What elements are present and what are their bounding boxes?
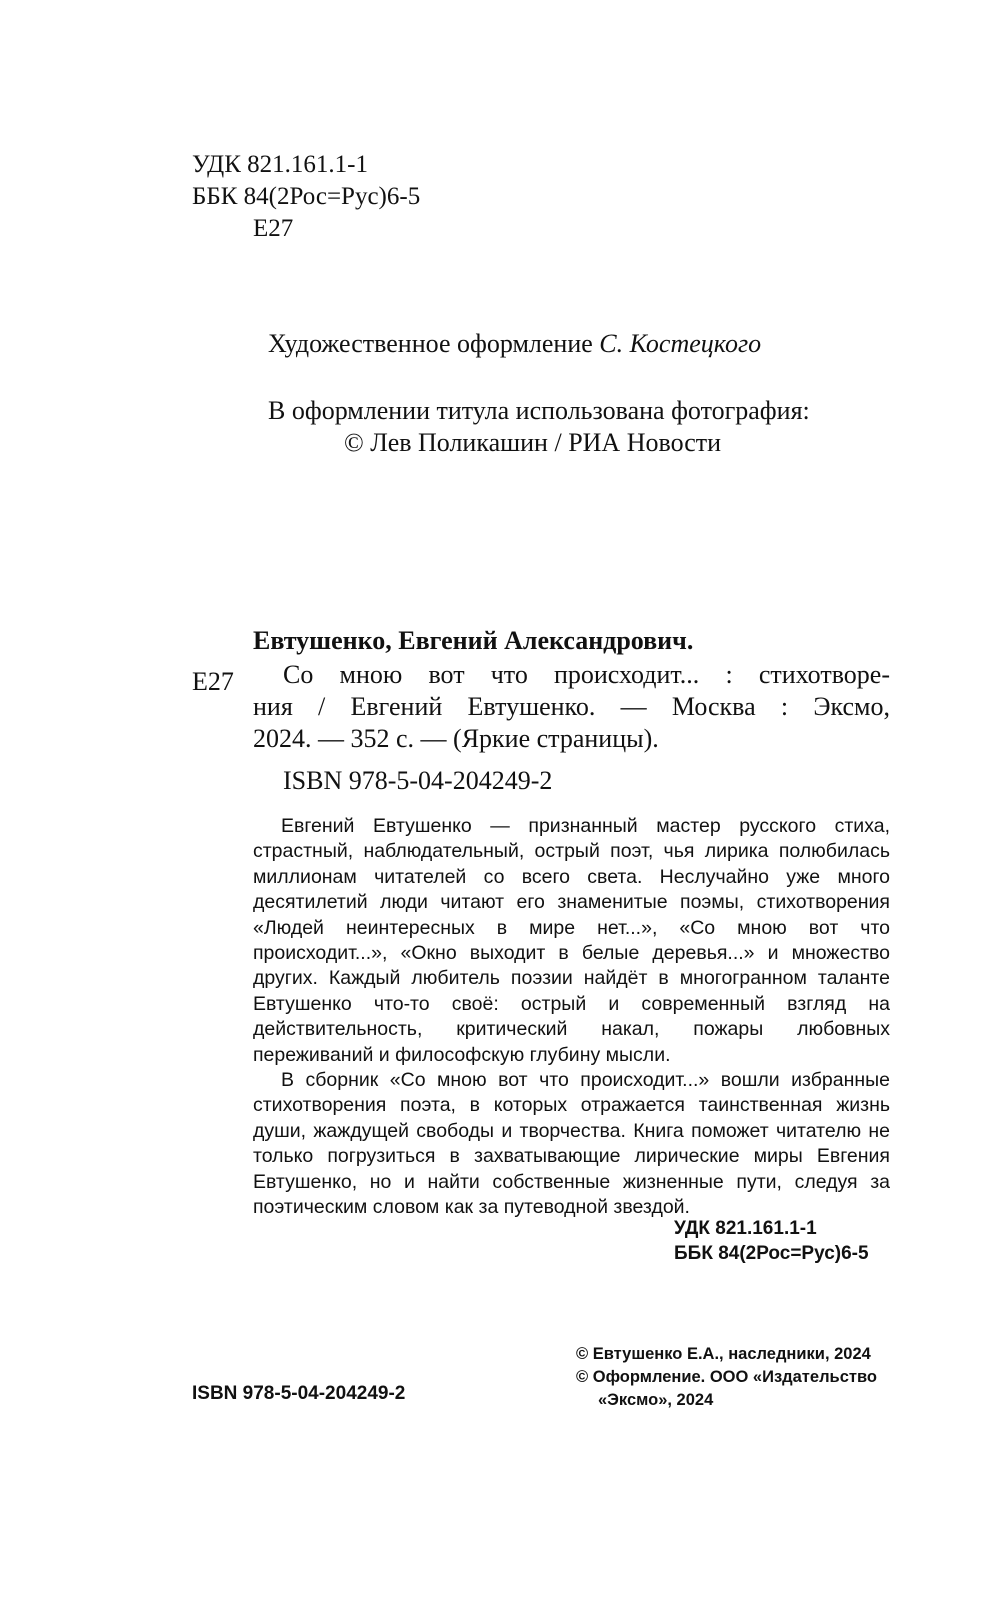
design-credit-author: С. Костецкого <box>599 329 762 358</box>
author-mark-top: Е27 <box>253 215 294 242</box>
photo-credit-line-2: © Лев Поликашин / РИА Новости <box>344 428 722 457</box>
bbk-code-bottom: ББК 84(2Рос=Рус)6-5 <box>674 1243 869 1264</box>
description-line-3: 2024. — 352 с. — (Яркие страницы). <box>253 724 659 753</box>
photo-credit-line-1: В оформлении титула использована фотография: <box>268 396 810 425</box>
annotation <box>253 814 890 1221</box>
isbn-footer: ISBN 978-5-04-204249-2 <box>192 1383 406 1404</box>
author-mark-entry: Е27 <box>192 667 234 696</box>
udk-code-top: УДК 821.161.1-1 <box>192 151 368 178</box>
bbk-code-top: ББК 84(2Рос=Рус)6-5 <box>192 183 421 210</box>
copyright-line-3: «Эксмо», 2024 <box>598 1391 714 1409</box>
description-line-1: Со мною вот что происходит... : стихотворе- <box>283 660 890 689</box>
design-credit-prefix: Художественное оформление <box>268 329 593 358</box>
author-heading: Евтушенко, Евгений Александрович. <box>253 626 694 655</box>
udk-code-bottom: УДК 821.161.1-1 <box>674 1218 817 1239</box>
design-credit <box>268 328 761 360</box>
isbn-entry: ISBN 978-5-04-204249-2 <box>283 766 553 795</box>
bibliographic-description <box>253 659 890 755</box>
copyright-line-2: © Оформление. ООО «Издательство <box>576 1368 877 1386</box>
description-line-2: ния / Евгений Евтушенко. — Москва : Эксмо, <box>253 692 890 721</box>
annotation-paragraph-1: Евгений Евтушенко — признанный мастер русского стиха, страстный, наблюдательный, острый поэт, чья лирика полюбилась миллионам читателей со всего света. Неслучайно уже много десятилетий люди читают его знаменитые поэмы, стихотворения «Людей неинтересных в мире нет...», «Со мною вот что происходит...», «Окно выходит в белые деревья...» и множество других. Каждый любитель поэзии найдёт в многогранном таланте Евтушенко что-то своё: острый и современный взгляд на действительность, критический накал, пожары любовных переживаний и философскую глубину мысли. <box>253 815 890 1066</box>
annotation-paragraph-2: В сборник «Со мною вот что происходит...» вошли избранные стихотворения поэта, в которых отражается таинственная жизнь души, жаждущей свободы и творчества. Книга поможет читателю не только погрузиться в захватывающие лирические миры Евгения Евтушенко, но и найти собственные жизненные пути, следуя за поэтическим словом как за путеводной звездой. <box>253 1069 890 1219</box>
copyright-line-1: © Евтушенко Е.А., наследники, 2024 <box>576 1345 871 1363</box>
